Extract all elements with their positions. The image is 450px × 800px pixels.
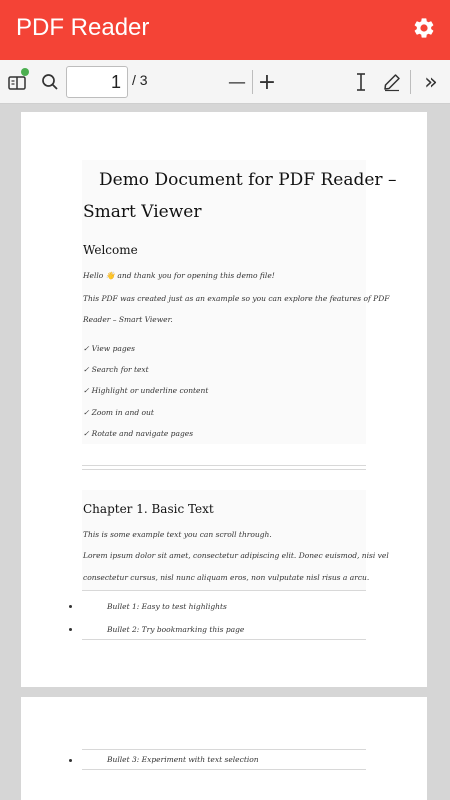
section-divider [82, 590, 366, 591]
app-title: PDF Reader [16, 14, 150, 41]
notification-dot [21, 68, 29, 76]
toolbar-divider [410, 70, 411, 94]
welcome-heading: Welcome [83, 243, 138, 257]
text-cursor-icon [354, 72, 368, 92]
bullet-marker [69, 605, 72, 608]
sidebar-toggle-button[interactable] [4, 60, 30, 104]
zoom-out-icon: — [228, 71, 246, 93]
page-total-label: / 3 [132, 72, 148, 88]
bullet-marker [69, 628, 72, 631]
welcome-text-2a: This PDF was created just as an example so you can explore the features of PDF [83, 294, 390, 303]
pdf-page-2 [21, 697, 427, 800]
section-divider [82, 469, 366, 470]
annotate-button[interactable] [380, 60, 404, 104]
pen-icon [382, 72, 402, 92]
section-divider [82, 639, 366, 640]
bullet-item: Bullet 3: Experiment with text selection [107, 755, 259, 764]
zoom-in-icon: + [257, 69, 277, 95]
chapter1-text-1: This is some example text you can scroll through. [83, 530, 272, 539]
feature-item: ✓ View pages [83, 344, 135, 353]
doc-title-line2: Smart Viewer [83, 202, 202, 222]
app-bar [0, 0, 450, 60]
double-chevron-right-icon: » [424, 69, 438, 95]
bullet-item: Bullet 2: Try bookmarking this page [107, 625, 245, 634]
feature-item: ✓ Highlight or underline content [83, 386, 209, 395]
chapter1-text-2a: Lorem ipsum dolor sit amet, consectetur adipiscing elit. Donec euismod, nisi vel [83, 551, 389, 560]
bullet-item: Bullet 1: Easy to test highlights [107, 602, 227, 611]
welcome-text-1: Hello 👋 and thank you for opening this demo file! [83, 271, 275, 280]
section-divider [82, 465, 366, 466]
search-icon [41, 73, 59, 91]
welcome-text-2b: Reader – Smart Viewer. [83, 315, 173, 324]
more-button[interactable] [418, 60, 444, 104]
toolbar-divider [252, 70, 253, 94]
feature-item: ✓ Rotate and navigate pages [83, 429, 194, 438]
bullet-marker [69, 759, 72, 762]
zoom-out-button[interactable] [226, 60, 248, 104]
pdf-page-1 [21, 112, 427, 687]
page-number-input[interactable]: 1 [66, 66, 128, 98]
doc-title-line1: Demo Document for PDF Reader – [99, 170, 397, 190]
text-select-button[interactable] [350, 60, 372, 104]
search-button[interactable] [38, 60, 62, 104]
feature-item: ✓ Zoom in and out [83, 408, 154, 417]
section-divider [82, 769, 366, 770]
zoom-in-button[interactable] [256, 60, 278, 104]
gear-icon[interactable] [412, 16, 436, 40]
feature-item: ✓ Search for text [83, 365, 149, 374]
chapter1-text-2b: consectetur cursus, nisl nunc aliquam eros, non vulputate nisl risus a arcu. [83, 573, 370, 582]
chapter1-heading: Chapter 1. Basic Text [83, 502, 214, 516]
viewer-toolbar [0, 60, 450, 104]
section-divider [82, 749, 366, 750]
pdf-viewer[interactable] [0, 105, 450, 800]
